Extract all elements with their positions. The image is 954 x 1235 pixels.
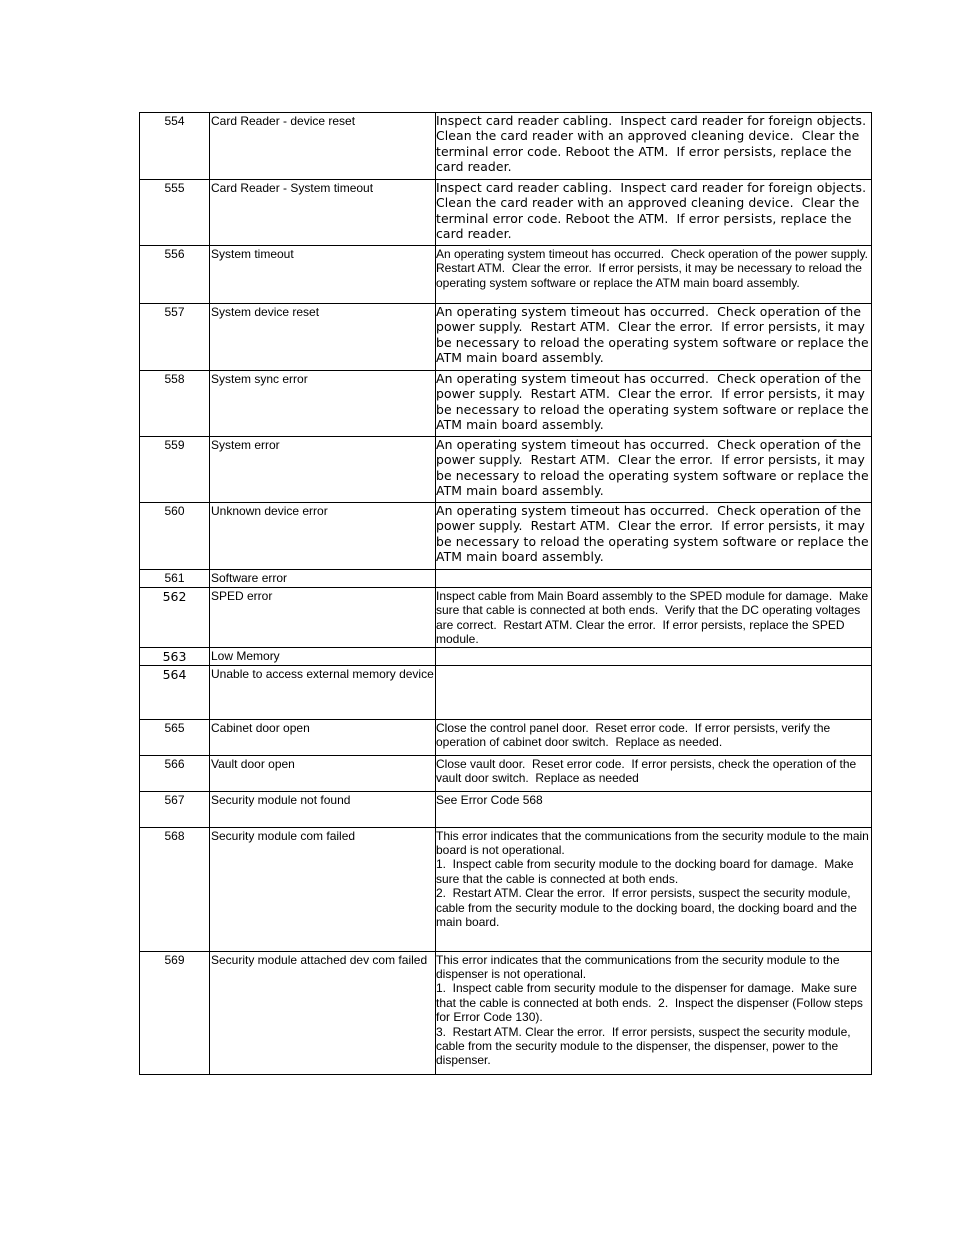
error-code-cell: 556	[140, 246, 210, 304]
corrective-action-cell	[436, 304, 872, 371]
table-row	[140, 113, 872, 180]
error-description-cell: System timeout	[210, 246, 436, 304]
error-code-cell: 561	[140, 570, 210, 588]
corrective-action-cell	[436, 113, 875, 180]
corrective-action-text: An operating system timeout has occurred. Check operation of the power supply. Restart ATM. Clear the error. If error persists, it may be necessary to reload the operating system software or replace the ATM main board assembly.	[436, 247, 875, 290]
corrective-action-cell	[436, 371, 872, 437]
corrective-action-text: This error indicates that the communications from the security module to the dispenser is not operational. 1. Inspect cable from security module to the dispenser for damage. Make sure that the cable is connected at both ends. 2. Inspect the dispenser (Follow steps for Error Code 130). 3. Restart ATM. Clear the error. If error persists, suspect the security module, cable from the security module to the dispenser, the dispenser, power to the dispenser.	[436, 952, 863, 1068]
corrective-action-text: Inspect card reader cabling. Inspect card reader for foreign objects. Clean the card reader with an approved cleaning device. Clear the terminal error code. Reboot the ATM. If error persists, replace the card reader.	[436, 180, 875, 241]
corrective-action-cell	[436, 647, 872, 665]
table-row	[140, 665, 872, 719]
error-code-cell: 558	[140, 371, 210, 437]
table-row	[140, 588, 872, 648]
error-description-cell: Unable to access external memory device	[210, 665, 436, 719]
table-row	[140, 951, 872, 1074]
error-code-cell: 557	[140, 304, 210, 371]
corrective-action-text: This error indicates that the communications from the security module to the main board is not operational. 1. Inspect cable from security module to the docking board for damage. Make sure that the cable is connected at both ends. 2. Restart ATM. Clear the error. If error persists, suspect the security module, cable from the security module to the docking board, the docking board and the main board.	[436, 828, 869, 930]
error-description-cell: Vault door open	[210, 755, 436, 791]
corrective-action-text: Inspect cable from Main Board assembly to the SPED module for damage. Make sure that cable is connected at both ends. Verify that the DC operating voltages are correct. Restart ATM. Clear the error. If error persists, replace the SPED module.	[436, 589, 872, 647]
error-description-cell: Security module not found	[210, 791, 436, 827]
corrective-action-cell	[436, 437, 872, 503]
corrective-action-cell	[436, 719, 872, 755]
error-code-cell: 560	[140, 503, 210, 570]
corrective-action-text: Close the control panel door. Reset error code. If error persists, verify the operation of cabinet door switch. Replace as needed.	[436, 720, 834, 750]
error-description-cell: System sync error	[210, 371, 436, 437]
error-description-cell: Software error	[210, 570, 436, 588]
error-code-cell: 569	[140, 951, 210, 1074]
table-row	[140, 180, 872, 246]
error-code-cell: 568	[140, 827, 210, 951]
corrective-action-cell	[436, 791, 872, 827]
error-code-cell: 565	[140, 719, 210, 755]
corrective-action-cell	[436, 588, 872, 648]
corrective-action-text: An operating system timeout has occurred. Check operation of the power supply. Restart ATM. Clear the error. If error persists, it may be necessary to reload the operating system software or replace the ATM main board assembly.	[436, 371, 873, 432]
table-row	[140, 304, 872, 371]
corrective-action-text: An operating system timeout has occurred. Check operation of the power supply. Restart ATM. Clear the error. If error persists, it may be necessary to reload the operating system software or replace the ATM main board assembly.	[436, 503, 873, 564]
corrective-action-text: An operating system timeout has occurred. Check operation of the power supply. Restart ATM. Clear the error. If error persists, it may be necessary to reload the operating system software or replace the ATM main board assembly.	[436, 437, 873, 498]
corrective-action-cell	[436, 503, 872, 570]
table-row	[140, 371, 872, 437]
corrective-action-cell	[436, 951, 872, 1074]
error-code-cell: 555	[140, 180, 210, 246]
error-code-cell: 559	[140, 437, 210, 503]
table-row	[140, 719, 872, 755]
error-code-cell: 566	[140, 755, 210, 791]
table-row	[140, 647, 872, 665]
table-row	[140, 246, 872, 304]
table-row	[140, 437, 872, 503]
corrective-action-cell	[436, 827, 872, 951]
error-code-cell: 564	[140, 665, 210, 719]
error-code-cell: 562	[140, 588, 210, 648]
corrective-action-text: See Error Code 568	[436, 792, 543, 807]
corrective-action-text: Inspect card reader cabling. Inspect card reader for foreign objects. Clean the card reader with an approved cleaning device. Clear the terminal error code. Reboot the ATM. If error persists, replace the card reader.	[436, 113, 875, 174]
error-description-cell: Cabinet door open	[210, 719, 436, 755]
error-description-cell: Unknown device error	[210, 503, 436, 570]
table-row	[140, 791, 872, 827]
error-description-cell: Card Reader - device reset	[210, 113, 436, 180]
corrective-action-text: Close vault door. Reset error code. If error persists, check the operation of the vault door switch. Replace as needed	[436, 756, 860, 786]
corrective-action-cell	[436, 755, 872, 791]
error-description-cell: SPED error	[210, 588, 436, 648]
table-row	[140, 755, 872, 791]
table-row	[140, 827, 872, 951]
corrective-action-text: An operating system timeout has occurred. Check operation of the power supply. Restart ATM. Clear the error. If error persists, it may be necessary to reload the operating system software or replace the ATM main board assembly.	[436, 304, 873, 365]
corrective-action-cell	[436, 180, 875, 246]
corrective-action-cell	[436, 570, 872, 588]
corrective-action-cell	[436, 665, 872, 719]
error-description-cell: Card Reader - System timeout	[210, 180, 436, 246]
table-row	[140, 503, 872, 570]
error-description-cell: Low Memory	[210, 647, 436, 665]
table-row	[140, 570, 872, 588]
error-description-cell: Security module com failed	[210, 827, 436, 951]
error-code-cell: 567	[140, 791, 210, 827]
error-code-table	[139, 112, 875, 1075]
error-description-cell: Security module attached dev com failed	[210, 951, 436, 1074]
error-description-cell: System device reset	[210, 304, 436, 371]
corrective-action-cell	[436, 246, 875, 304]
error-code-cell: 554	[140, 113, 210, 180]
error-description-cell: System error	[210, 437, 436, 503]
error-code-cell: 563	[140, 647, 210, 665]
